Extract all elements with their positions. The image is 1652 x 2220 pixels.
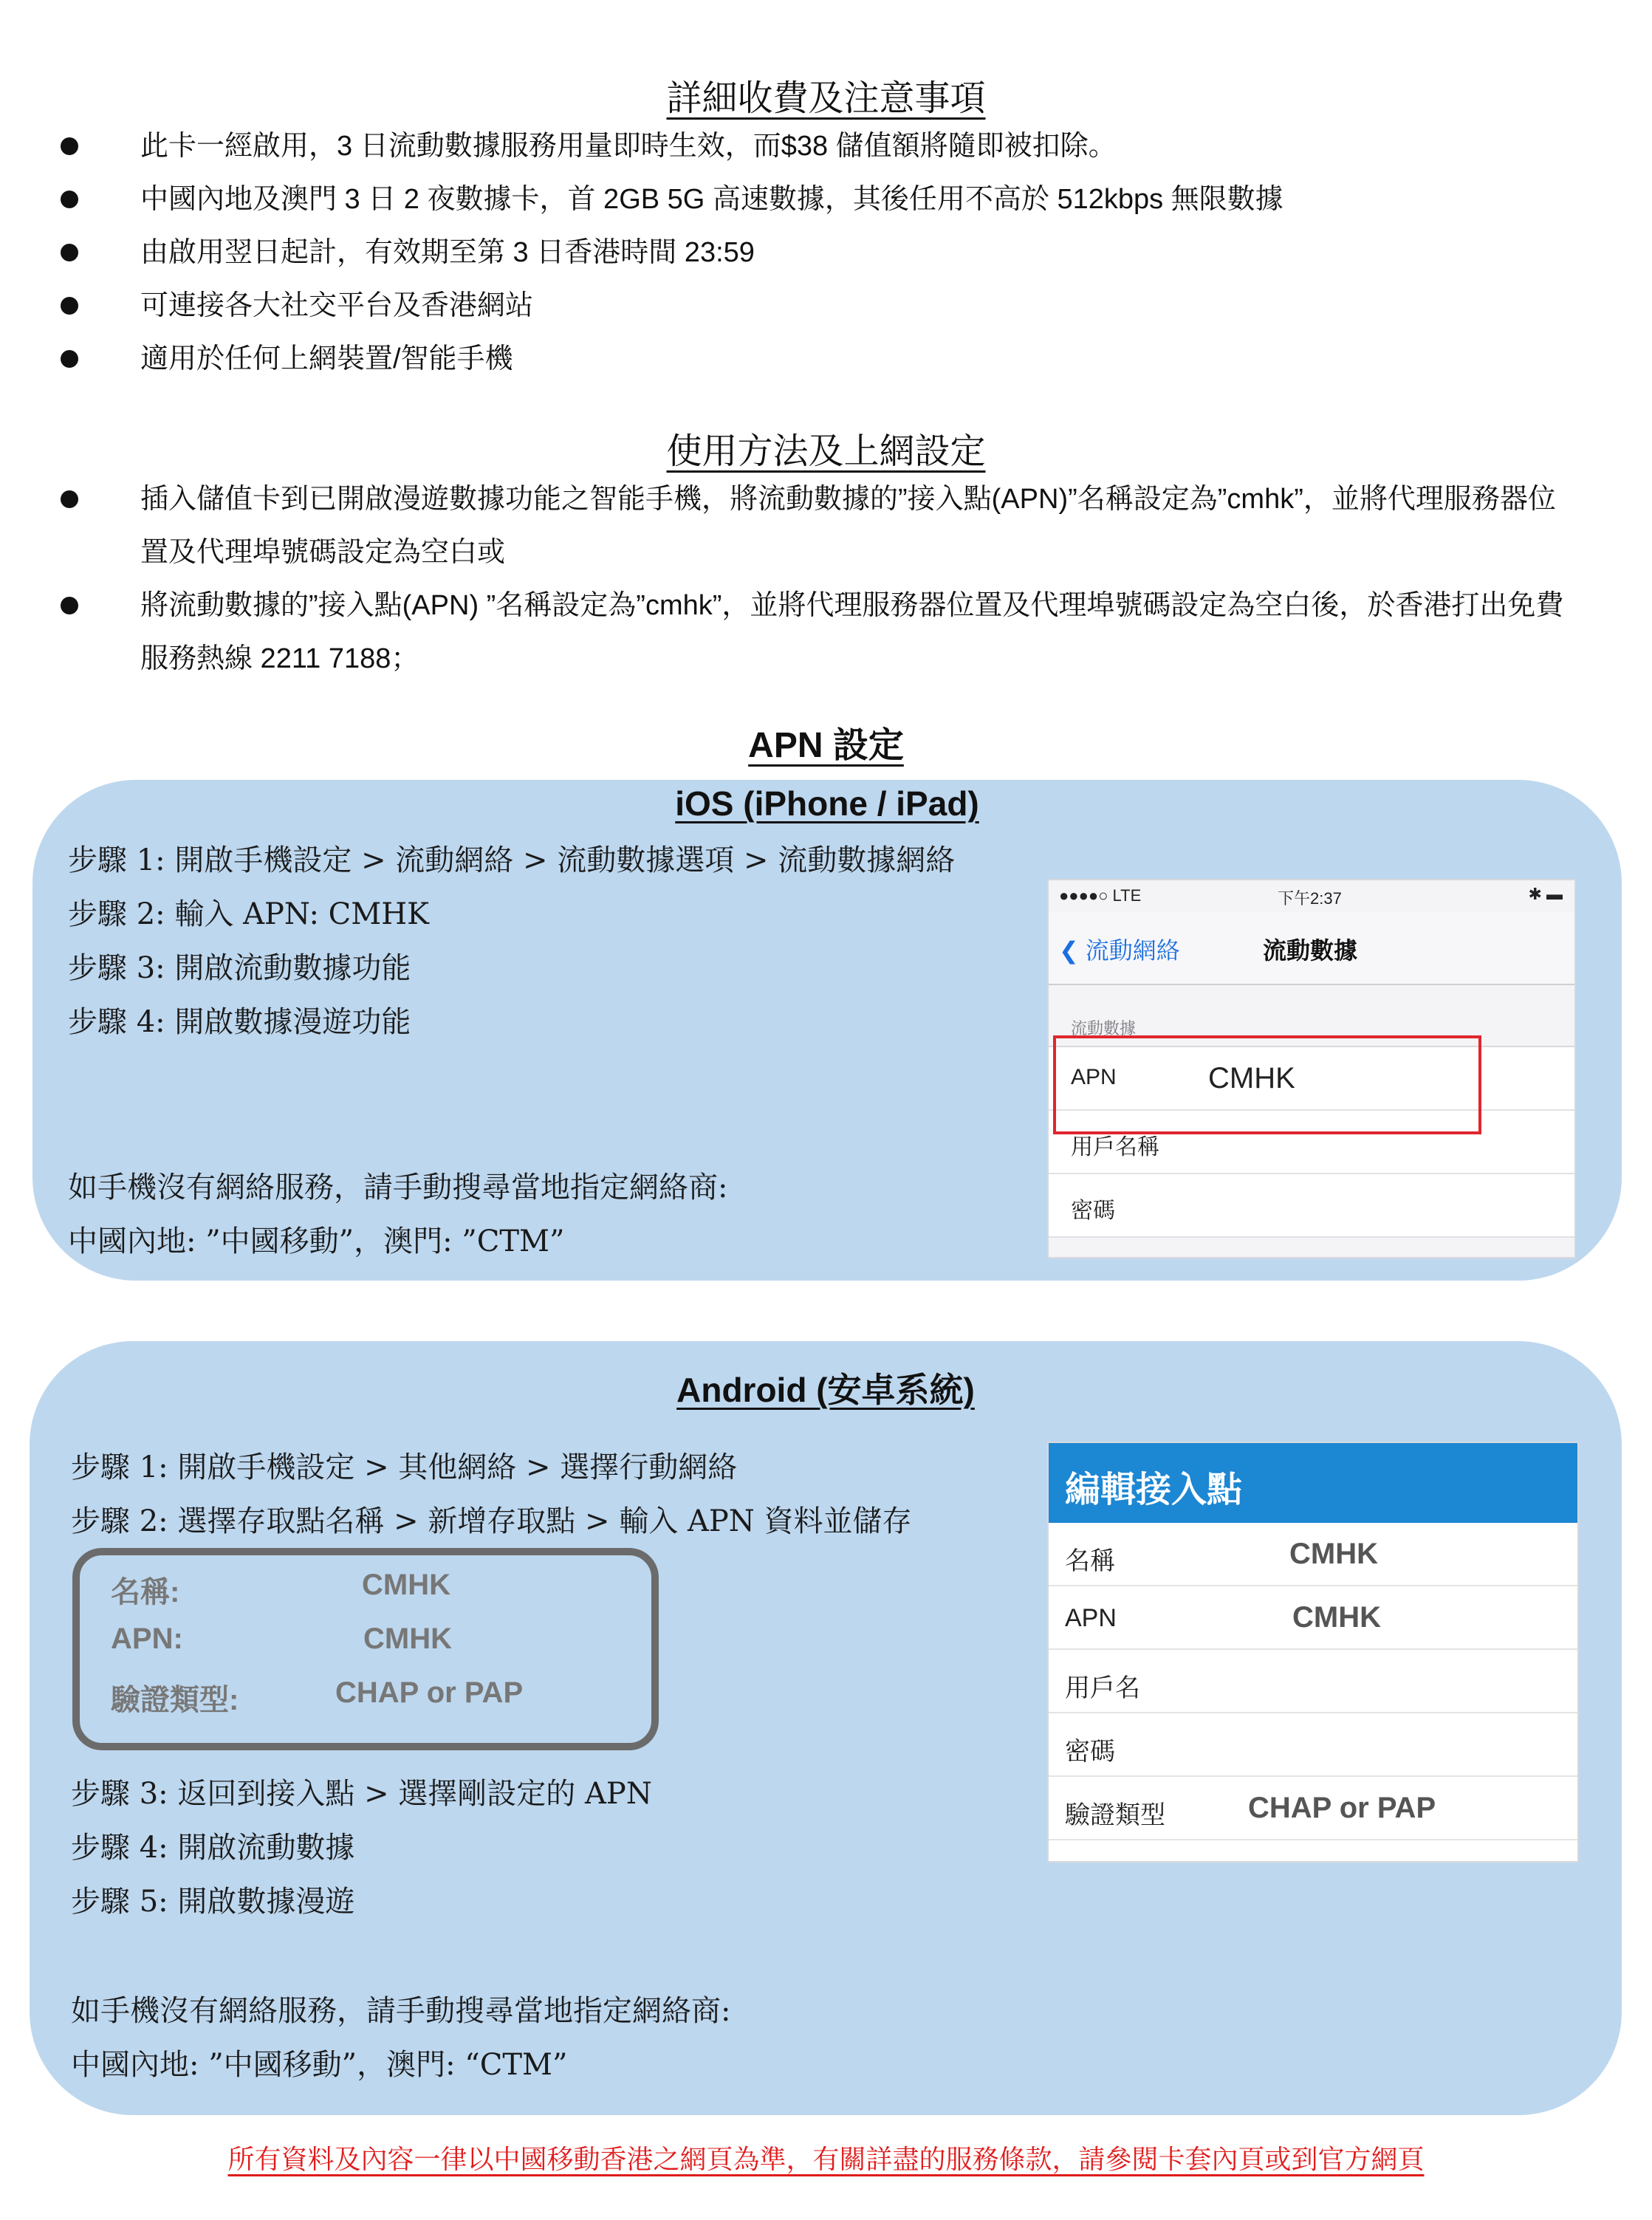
android-apn-screenshot <box>1047 1442 1579 1863</box>
password-row[interactable]: 密碼 <box>1049 1174 1574 1238</box>
nav-title: 流動數據 <box>1263 937 1358 964</box>
ios-step-1: 步驟 1: 開啟手機設定 > 流動網絡 > 流動數據選項 > 流動數據網絡 <box>68 843 956 877</box>
bullet-icon <box>61 137 78 155</box>
ios-apn-screenshot <box>1047 879 1576 1258</box>
bullet-icon <box>61 490 78 508</box>
fees-heading: 詳細收費及注意事項 <box>666 79 986 118</box>
android-step-4: 步驟 4: 開啟流動數據 <box>71 1831 355 1865</box>
apn-row[interactable]: APN CMHK <box>1049 1047 1574 1111</box>
android-step-5: 步驟 5: 開啟數據漫遊 <box>71 1885 355 1919</box>
edit-apn-header: 編輯接入點 <box>1049 1443 1577 1523</box>
apn-highlight-box <box>1053 1035 1481 1134</box>
bullet-icon <box>61 597 78 614</box>
bullet-icon <box>61 297 78 315</box>
ios-title: iOS (iPhone / iPad) <box>675 784 979 823</box>
username-row[interactable]: 用戶名 <box>1049 1650 1577 1713</box>
usage-heading: 使用方法及上網設定 <box>666 432 986 471</box>
auth-type-row[interactable]: 驗證類型 CHAP or PAP <box>1049 1777 1577 1840</box>
list-item: 中國內地及澳門 3 日 2 夜數據卡，首 2GB 5G 高速數據，其後任用不高於 512kbps 無限數據 <box>0 173 1580 226</box>
list-item: 將流動數據的”接入點(APN) ”名稱設定為”cmhk”，並將代理服務器位置及代理埠號碼設定為空白後，於香港打出免費服務熱線 2211 7188； <box>0 579 1580 685</box>
setting-name-label: 名稱: <box>111 1576 180 1609</box>
android-note-2: 中國內地: ”中國移動”，澳門: “CTM” <box>71 2048 568 2082</box>
nav-bar <box>1049 913 1574 985</box>
back-button[interactable]: ❮ 流動網絡 <box>1059 937 1180 964</box>
ios-step-2: 步驟 2: 輸入 APN: CMHK <box>68 897 429 931</box>
ios-note-2: 中國內地: ”中國移動”，澳門: ”CTM” <box>68 1224 565 1258</box>
bullet-icon <box>61 350 78 368</box>
battery-icon: ✱ ▬ <box>1528 885 1563 903</box>
fees-list <box>0 120 1580 386</box>
apn-row[interactable]: APN CMHK <box>1049 1586 1577 1650</box>
name-row[interactable]: 名稱 CMHK <box>1049 1523 1577 1586</box>
setting-name-value: CMHK <box>362 1569 450 1601</box>
apn-heading: APN 設定 <box>748 726 904 765</box>
setting-auth-label: 驗證類型: <box>111 1684 239 1716</box>
footer-disclaimer: 所有資料及內容一律以中國移動香港之網頁為準，有關詳盡的服務條款，請參閱卡套內頁或到官方網頁 <box>227 2144 1425 2174</box>
list-item: 插入儲值卡到已開啟漫遊數據功能之智能手機，將流動數據的”接入點(APN)”名稱設定為”cmhk”，並將代理服務器位置及代理埠號碼設定為空白或 <box>0 473 1580 579</box>
setting-apn-label: APN: <box>111 1623 183 1655</box>
username-row[interactable]: 用戶名稱 <box>1049 1111 1574 1174</box>
status-bar <box>1049 880 1574 913</box>
status-time: 下午2:37 <box>1278 889 1342 908</box>
setting-auth-value: CHAP or PAP <box>335 1676 524 1709</box>
ios-note-1: 如手機沒有網絡服務，請手動搜尋當地指定網絡商: <box>68 1171 728 1205</box>
android-note-1: 如手機沒有網絡服務，請手動搜尋當地指定網絡商: <box>71 1994 731 2028</box>
list-item: 由啟用翌日起計，有效期至第 3 日香港時間 23:59 <box>0 226 1580 279</box>
bullet-icon <box>61 191 78 208</box>
list-item: 適用於任何上網裝置/智能手機 <box>0 332 1580 386</box>
android-step-3: 步驟 3: 返回到接入點 > 選擇剛設定的 APN <box>71 1777 652 1811</box>
password-row[interactable]: 密碼 <box>1049 1713 1577 1777</box>
usage-list <box>0 473 1580 685</box>
android-step-2: 步驟 2: 選擇存取點名稱 > 新增存取點 > 輸入 APN 資料並儲存 <box>71 1504 912 1538</box>
section-label: 流動數據 <box>1071 1019 1137 1038</box>
list-item: 可連接各大社交平台及香港網站 <box>0 279 1580 332</box>
android-title: Android (安卓系統) <box>676 1371 975 1409</box>
setting-apn-value: CMHK <box>363 1623 452 1655</box>
android-step-1: 步驟 1: 開啟手機設定 > 其他網絡 > 選擇行動網絡 <box>71 1450 738 1484</box>
ios-step-4: 步驟 4: 開啟數據漫遊功能 <box>68 1005 411 1039</box>
list-item: 此卡一經啟用，3 日流動數據服務用量即時生效，而$38 儲值額將隨即被扣除。 <box>0 120 1580 173</box>
signal-icon: ●●●●○ LTE <box>1059 886 1142 905</box>
ios-step-3: 步驟 3: 開啟流動數據功能 <box>68 951 411 985</box>
bullet-icon <box>61 244 78 261</box>
